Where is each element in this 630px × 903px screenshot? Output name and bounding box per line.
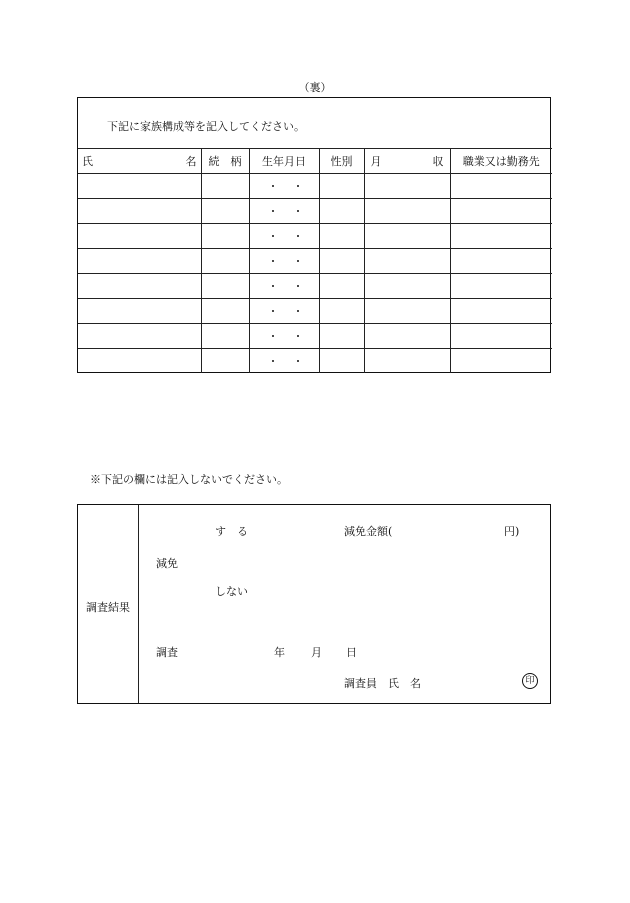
relation-cell[interactable] — [201, 324, 249, 349]
relation-cell[interactable] — [201, 199, 249, 224]
name-cell[interactable] — [78, 349, 201, 374]
result-divider — [138, 505, 139, 703]
relation-cell[interactable] — [201, 224, 249, 249]
income-cell[interactable] — [364, 299, 450, 324]
amount-label: 減免金額( — [344, 525, 393, 538]
income-cell[interactable] — [364, 199, 450, 224]
family-row — [78, 349, 552, 374]
notice-text: ※下記の欄には記入しないでください。 — [90, 473, 288, 486]
family-row — [78, 224, 552, 249]
family-row — [78, 249, 552, 274]
family-table — [77, 97, 551, 373]
occupation-cell[interactable] — [450, 249, 552, 274]
family-row — [78, 299, 552, 324]
header-name: 氏 名 — [78, 149, 201, 174]
seal-mark — [522, 673, 538, 689]
option-do: す る — [215, 525, 248, 538]
result-label: 調査結果 — [86, 601, 130, 614]
name-cell[interactable] — [78, 224, 201, 249]
date-separator: ・・ — [267, 305, 318, 318]
header-birthdate: 生年月日 — [249, 149, 319, 174]
occupation-cell[interactable] — [450, 349, 552, 374]
gender-cell[interactable] — [319, 249, 364, 274]
income-cell[interactable] — [364, 174, 450, 199]
survey-month: 月 — [311, 646, 322, 659]
family-row — [78, 199, 552, 224]
relation-cell[interactable] — [201, 274, 249, 299]
occupation-cell[interactable] — [450, 174, 552, 199]
birthdate-cell[interactable] — [249, 199, 319, 224]
header-income: 月 収 — [364, 149, 450, 174]
occupation-cell[interactable] — [450, 224, 552, 249]
gender-cell[interactable] — [319, 199, 364, 224]
date-separator: ・・ — [267, 180, 318, 193]
surveyor-name-label: 調査員 氏 名 — [344, 677, 421, 690]
relation-cell[interactable] — [201, 249, 249, 274]
header-relation: 続 柄 — [201, 149, 249, 174]
occupation-cell[interactable] — [450, 274, 552, 299]
gender-cell[interactable] — [319, 349, 364, 374]
relation-cell[interactable] — [201, 174, 249, 199]
name-cell[interactable] — [78, 299, 201, 324]
family-row — [78, 174, 552, 199]
income-cell[interactable] — [364, 249, 450, 274]
birthdate-cell[interactable] — [249, 249, 319, 274]
name-cell[interactable] — [78, 199, 201, 224]
gender-cell[interactable] — [319, 324, 364, 349]
date-separator: ・・ — [267, 330, 318, 343]
date-separator: ・・ — [267, 255, 318, 268]
survey-day: 日 — [346, 646, 357, 659]
income-cell[interactable] — [364, 224, 450, 249]
income-cell[interactable] — [364, 349, 450, 374]
family-instruction: 下記に家族構成等を記入してください。 — [107, 120, 305, 133]
date-separator: ・・ — [267, 355, 318, 368]
header-occupation: 職業又は勤務先 — [450, 149, 552, 174]
gender-cell[interactable] — [319, 274, 364, 299]
survey-label: 調査 — [156, 646, 178, 659]
survey-result-box — [77, 504, 551, 704]
occupation-cell[interactable] — [450, 324, 552, 349]
name-cell[interactable] — [78, 249, 201, 274]
family-row — [78, 274, 552, 299]
seal-icon: 印 — [522, 673, 538, 689]
date-separator: ・・ — [267, 205, 318, 218]
page-heading: （裏） — [298, 81, 332, 94]
family-row — [78, 324, 552, 349]
header-gender: 性別 — [319, 149, 364, 174]
date-separator: ・・ — [267, 280, 318, 293]
exemption-label: 減免 — [156, 557, 178, 570]
income-cell[interactable] — [364, 324, 450, 349]
gender-cell[interactable] — [319, 299, 364, 324]
income-cell[interactable] — [364, 274, 450, 299]
relation-cell[interactable] — [201, 299, 249, 324]
birthdate-cell[interactable] — [249, 324, 319, 349]
option-not-do: しない — [215, 585, 248, 598]
birthdate-cell[interactable] — [249, 299, 319, 324]
date-separator: ・・ — [267, 230, 318, 243]
relation-cell[interactable] — [201, 349, 249, 374]
family-grid — [78, 148, 552, 373]
survey-year: 年 — [274, 646, 285, 659]
name-cell[interactable] — [78, 324, 201, 349]
gender-cell[interactable] — [319, 224, 364, 249]
birthdate-cell[interactable] — [249, 274, 319, 299]
amount-unit: 円) — [504, 525, 520, 538]
occupation-cell[interactable] — [450, 299, 552, 324]
family-header-row — [78, 149, 552, 174]
birthdate-cell[interactable] — [249, 349, 319, 374]
birthdate-cell[interactable] — [249, 224, 319, 249]
name-cell[interactable] — [78, 174, 201, 199]
gender-cell[interactable] — [319, 174, 364, 199]
occupation-cell[interactable] — [450, 199, 552, 224]
name-cell[interactable] — [78, 274, 201, 299]
birthdate-cell[interactable] — [249, 174, 319, 199]
